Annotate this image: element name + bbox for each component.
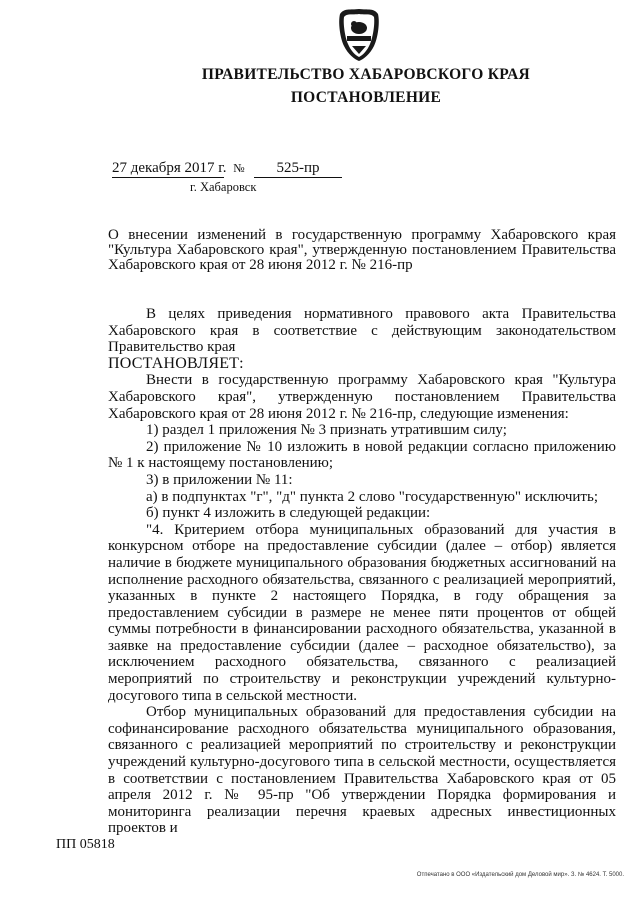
registration-line	[112, 160, 342, 178]
doc-subject: О внесении изменений в государственную программу Хабаровского края "Культура Хабаровского края", утвержденную постановлением Правительства Хабаровского края от 28 июня 2012 г. № 216-пр	[108, 227, 616, 273]
body-paragraph: б) пункт 4 изложить в следующей редакции:	[146, 505, 431, 522]
org-title: ПРАВИТЕЛЬСТВО ХАБАРОВСКОГО КРАЯ	[201, 66, 531, 83]
body-paragraph: 2) приложение № 10 изложить в новой редакции согласно приложению № 1 к настоящему постановлению;	[108, 438, 616, 472]
doc-body	[108, 306, 616, 837]
body-paragraph: Внести в государственную программу Хабаровского края "Культура Хабаровского края", утвержденную постановлением Правительства Хабаровского края от 28 июня 2012 г. № 216-пр, следующие изменения:	[108, 372, 616, 422]
preamble: В целях приведения нормативного правового акта Правительства Хабаровского края в соответствие с действующим законодательством Правительство края	[108, 306, 616, 356]
body-paragraph: Отбор муниципальных образований для предоставления субсидии на софинансирование расходного обязательства муниципального образования, связанного с реализацией мероприятий по строительству и реконструкции учреждений культурно-досугового типа в сельской местности, осуществляется в соответствии с постановлением Правительства Хабаровского края от 05 апреля 2012 г. № 95-пр "Об утверждении Порядка формирования и мониторинга реализации перечня краевых адресных инвестиционных проектов и	[108, 704, 616, 837]
body-paragraph: а) в подпунктах "г", "д" пункта 2 слово "государственную" исключить;	[146, 488, 598, 505]
number-label: №	[233, 161, 245, 175]
decree-word: ПОСТАНОВЛЯЕТ:	[108, 354, 244, 372]
body-paragraph: 1) раздел 1 приложения № 3 признать утратившим силу;	[146, 422, 507, 439]
doc-city: г. Хабаровск	[190, 180, 257, 194]
print-note: Отпечатано в ООО «Издательский дом Деловой мир». З. № 4624. Т. 5000.	[416, 872, 624, 878]
coat-of-arms-icon	[330, 6, 388, 64]
doc-date: 27 декабря 2017 г.	[112, 160, 227, 176]
body-paragraph: 3) в приложении № 11:	[146, 471, 293, 488]
body-paragraph: "4. Критерием отбора муниципальных образований для участия в конкурсном отборе на предоставление субсидии (далее – отбор) является наличие в бюджете муниципального образования бюджетных ассигнований на исполнение расходного обязательства, связанного с реализацией мероприятий, указанных в пункте 2 настоящего Порядка, в году обращения за предоставлением субсидии в размере не менее пяти процентов от общей суммы потребности в финансировании расходного обязательства, указанной в заявке на предоставление субсидии (далее – расходное обязательство), за исключением расходного обязательства, связанного с реализацией мероприятий по строительству и реконструкции учреждений культурно-досугового типа в сельской местности.	[108, 521, 616, 704]
doc-number: 525-пр	[254, 160, 342, 178]
footer-code: ПП 05818	[56, 837, 115, 852]
doc-type-title: ПОСТАНОВЛЕНИЕ	[290, 89, 442, 106]
